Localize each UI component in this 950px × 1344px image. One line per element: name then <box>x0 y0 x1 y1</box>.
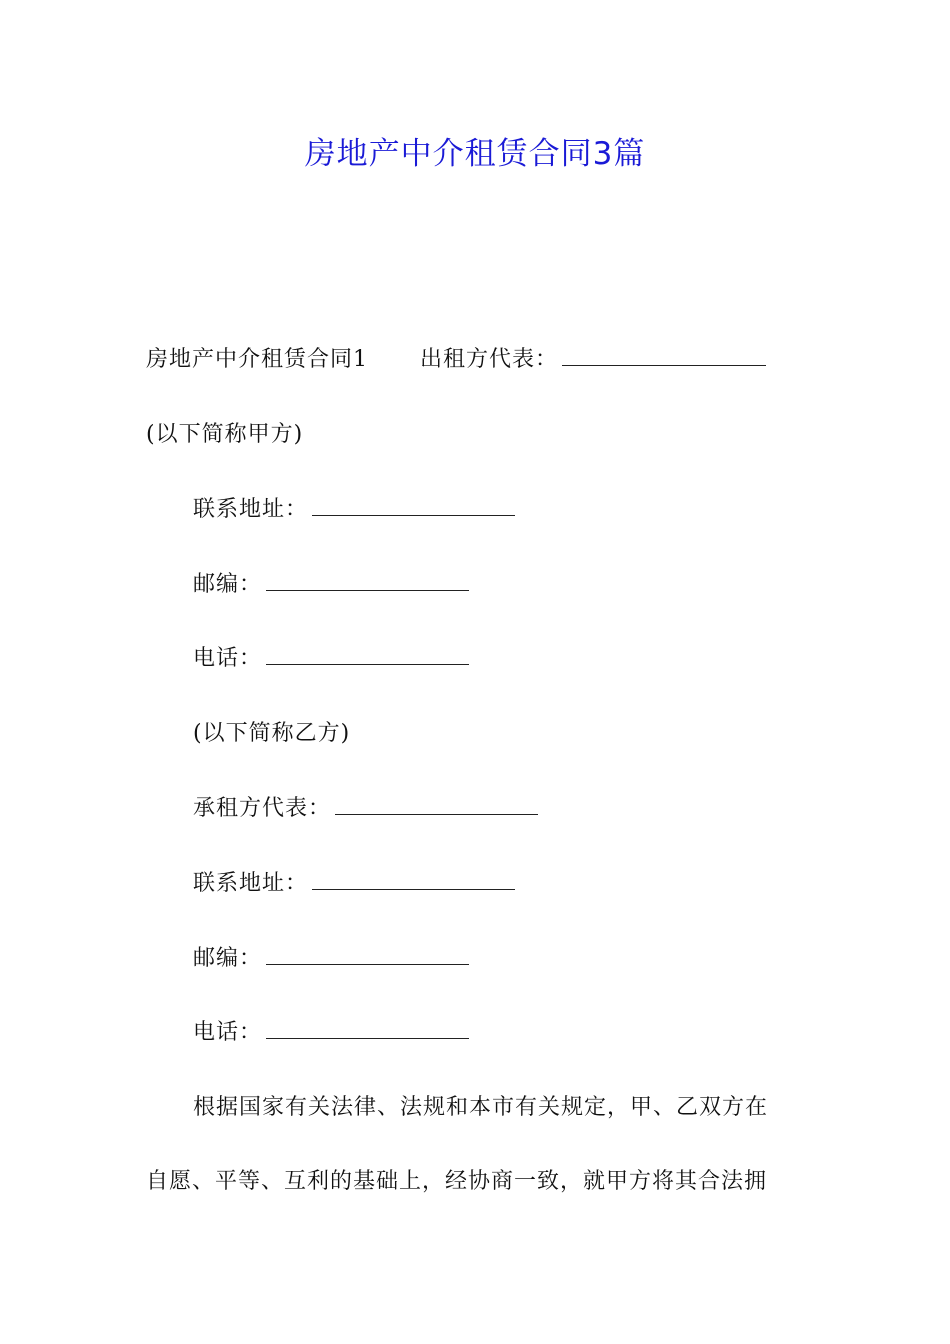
lessor-rep-label: 出租方代表： <box>420 347 559 372</box>
party-b-note: (以下简称乙方) <box>193 721 351 746</box>
party-a-phone-label: 电话： <box>193 646 263 671</box>
party-a-postcode-blank[interactable] <box>266 572 469 591</box>
body-paragraph-line-1: 根据国家有关法律、法规和本市有关规定，甲、乙双方在 <box>193 1095 769 1120</box>
party-b-phone-label: 电话： <box>193 1020 263 1045</box>
party-b-address-line <box>193 868 515 900</box>
lessee-rep-blank[interactable] <box>335 796 538 815</box>
party-a-postcode-line <box>193 569 469 601</box>
party-a-address-blank[interactable] <box>312 497 515 516</box>
contract-label: 房地产中介租赁合同1 <box>146 347 368 372</box>
party-a-address-label: 联系地址： <box>193 497 309 522</box>
heading-line <box>146 344 766 376</box>
party-a-phone-line <box>193 643 469 675</box>
party-b-phone-blank[interactable] <box>266 1020 469 1039</box>
party-a-note: (以下简称甲方) <box>146 422 304 447</box>
party-b-postcode-label: 邮编： <box>193 946 263 971</box>
party-b-address-blank[interactable] <box>312 871 515 890</box>
lessor-rep-blank[interactable] <box>562 347 766 366</box>
party-b-postcode-line <box>193 943 469 975</box>
body-paragraph-line-2: 自愿、平等、互利的基础上，经协商一致，就甲方将其合法拥 <box>146 1169 768 1194</box>
party-b-phone-line <box>193 1017 469 1049</box>
party-b-address-label: 联系地址： <box>193 871 309 896</box>
page-title: 房地产中介租赁合同3篇 <box>304 136 646 172</box>
party-b-postcode-blank[interactable] <box>266 946 469 965</box>
lessee-rep-label: 承租方代表： <box>193 796 332 821</box>
party-a-postcode-label: 邮编： <box>193 572 263 597</box>
party-a-phone-blank[interactable] <box>266 646 469 665</box>
party-b-rep-line <box>193 793 538 825</box>
party-a-address-line <box>193 494 515 526</box>
